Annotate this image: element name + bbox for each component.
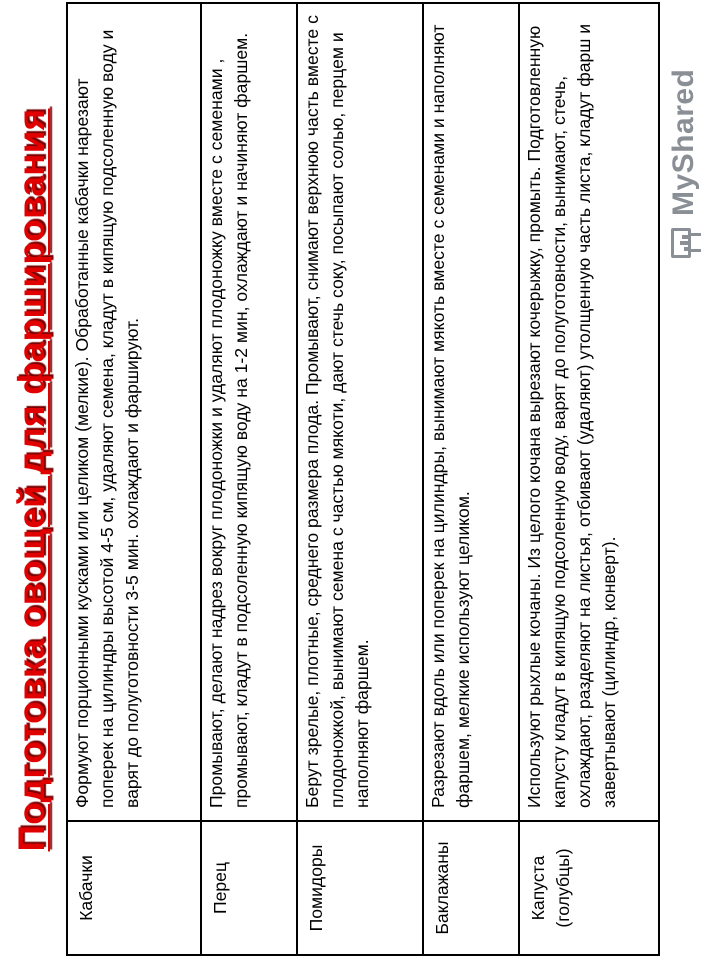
table-row: [201, 3, 297, 955]
table-row: [67, 3, 201, 955]
watermark[interactable]: [656, 30, 712, 260]
preparation-text: Используют рыхлые кочаны. Из целого кочана вырезают кочерыжку, промыть. Подготовленную капусту кладут в кипящую подсоленную воду, варят до полуготовности, вынимают, стечь, охлаждают, разделяют на листья, отбивают (удаляют) утолщенную часть листа, кладут фарш и завертывают (цилиндр, конверт).: [519, 3, 659, 821]
table-row: [297, 3, 423, 955]
preparation-text: Разрезают вдоль или поперек на цилиндры, вынимают мякоть вместе с семенами и наполняют фаршем, мелкие используют целиком.: [423, 3, 519, 821]
table-row: [423, 3, 519, 955]
table-row: [519, 3, 659, 955]
slide-title: Подготовка овощей для фарширования: [11, 108, 52, 852]
preparation-text: Формуют порционными кусками или целиком (мелкие). Обработанные кабачки нарезают поперек на цилиндры высотой 4-5 см, удаляют семена, кладут в кипящую подсоленную воду и варят до полуготовности 3-5 мин. охлаждают и фаршируют.: [67, 3, 201, 821]
vegetable-name: Помидоры: [297, 821, 423, 955]
vegetable-name: Кабачки: [67, 821, 201, 955]
vegetable-name: Капуста (голубцы): [519, 821, 659, 955]
vegetable-name: Перец: [201, 821, 297, 955]
preparation-text: Берут зрелые, плотные, среднего размера плода. Промывают, снимают верхнюю часть вместе с плодоножкой, вынимают семена с частью мякоти, дают стечь соку, посыпают солью, перцем и наполняют фаршем.: [297, 3, 423, 821]
preparation-text: Промывают, делают надрез вокруг плодоножки и удаляют плодоножку вместе с семенами , промывают, кладут в подсоленную кипящую воду на 1-2 мин, охлаждают и начиняют фаршем.: [201, 3, 297, 821]
watermark-text: MyShared: [667, 68, 700, 216]
presentation-board-icon: [667, 222, 701, 260]
preparation-table: [66, 2, 660, 956]
vegetable-name: Баклажаны: [423, 821, 519, 955]
